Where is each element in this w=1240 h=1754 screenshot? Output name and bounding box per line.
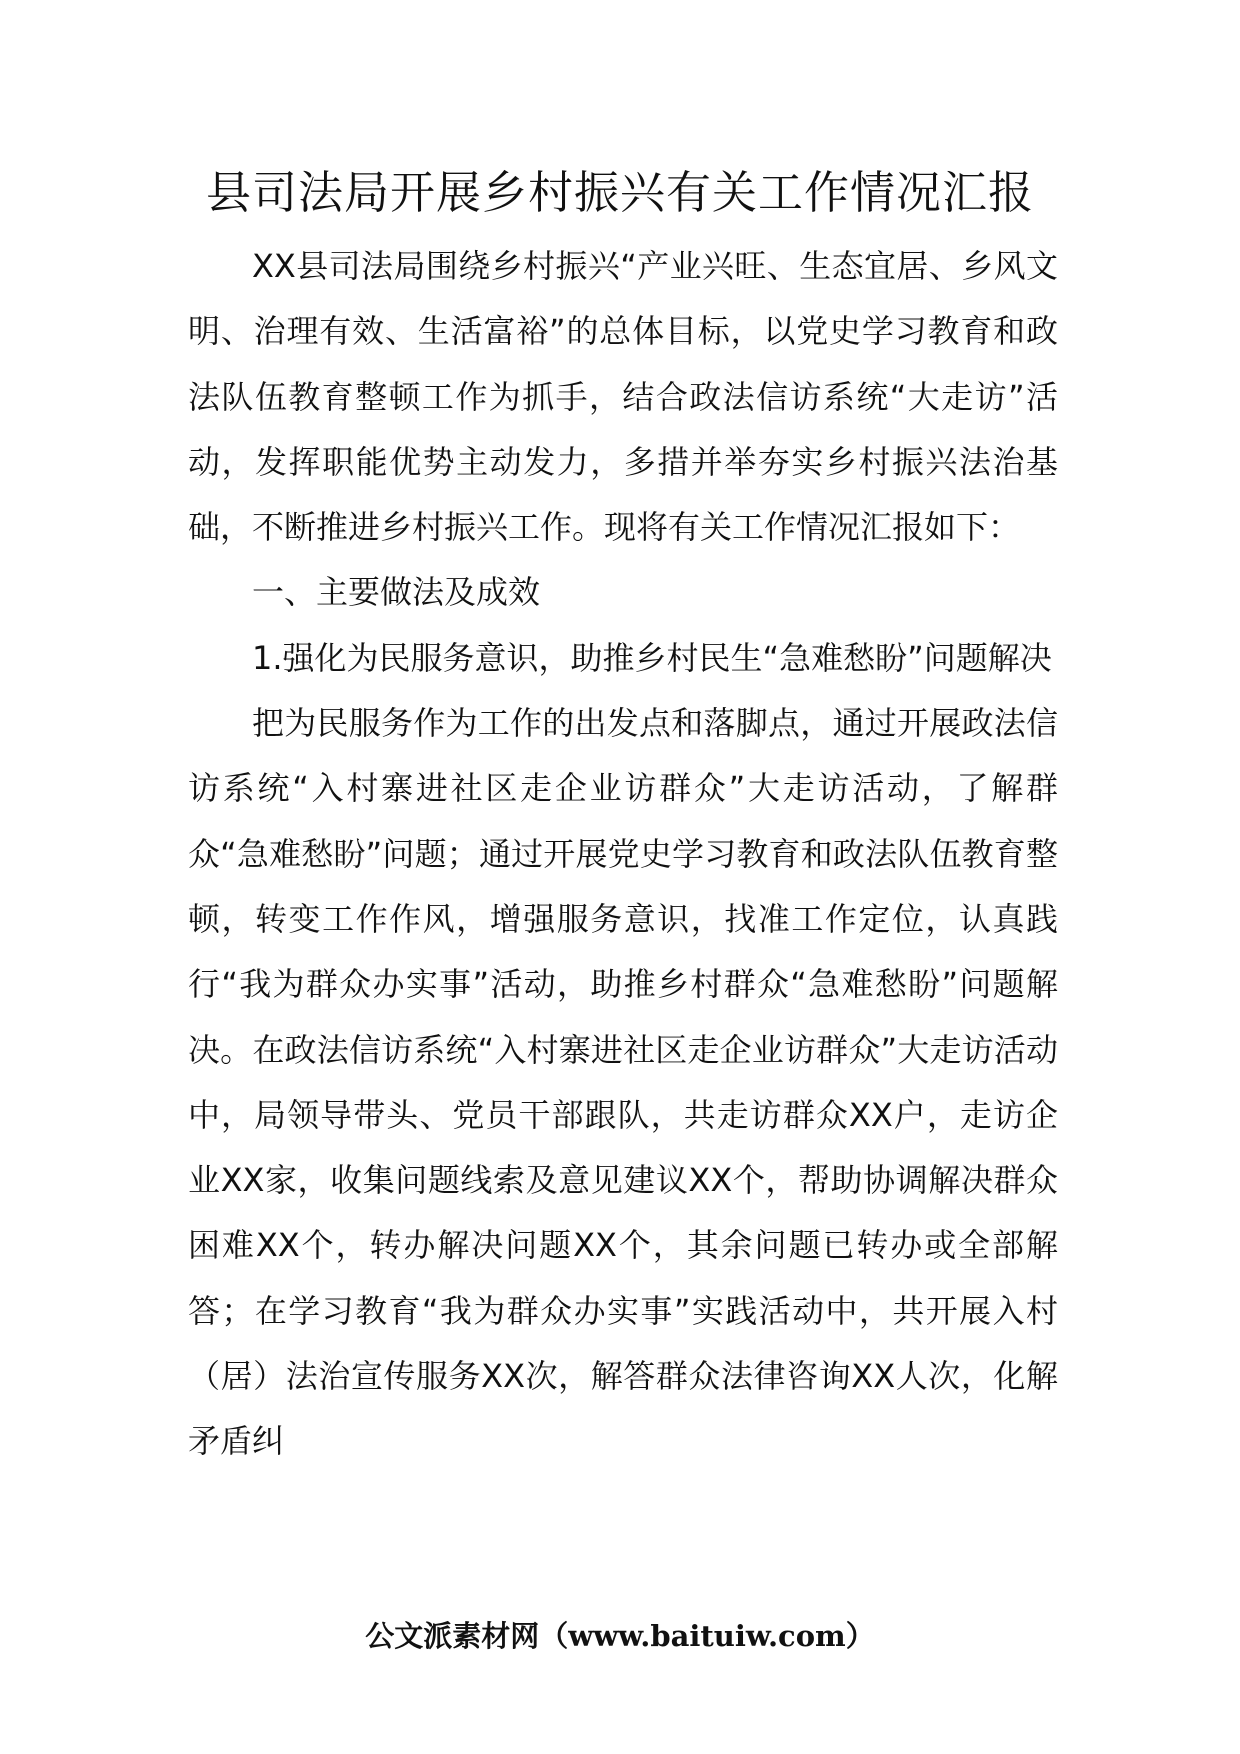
subsection-heading: 1.强化为民服务意识，助推乡村民生“急难愁盼”问题解决 <box>252 638 1052 677</box>
body-paragraph: 把为民服务作为工作的出发点和落脚点，通过开展政法信访系统“入村寨进社区走企业访群众”大走访活动，了解群众“急难愁盼”问题；通过开展党史学习教育和政法队伍教育整顿，转变工作作风，增强服务意识，找准工作定位，认真践行“我为群众办实事”活动，助推乡村群众“急难愁盼”问题解决。在政法信访系统“入村寨进社区走企业访群众”大走访活动中，局领导带头、党员干部跟队，共走访群众XX户，走访企业XX家，收集问题线索及意见建议XX个，帮助协调解决群众困难XX个，转办解决问题XX个，其余问题已转办或全部解答；在学习教育“我为群众办实事”实践活动中，共开展入村（居）法治宣传服务XX次，解答群众法律咨询XX人次，化解矛盾纠 <box>188 704 1058 1461</box>
document-body <box>188 234 1058 1475</box>
footer-watermark: 公文派素材网（www.baituiw.com） <box>365 1619 875 1653</box>
intro-paragraph: XX县司法局围绕乡村振兴“产业兴旺、生态宜居、乡风文明、治理有效、生活富裕”的总体目标，以党史学习教育和政法队伍教育整顿工作为抓手，结合政法信访系统“大走访”活动，发挥职能优势主动发力，多措并举夯实乡村振兴法治基础，不断推进乡村振兴工作。现将有关工作情况汇报如下： <box>188 247 1058 547</box>
document-title: 县司法局开展乡村振兴有关工作情况汇报 <box>205 166 1034 219</box>
section-heading: 一、主要做法及成效 <box>252 573 541 612</box>
